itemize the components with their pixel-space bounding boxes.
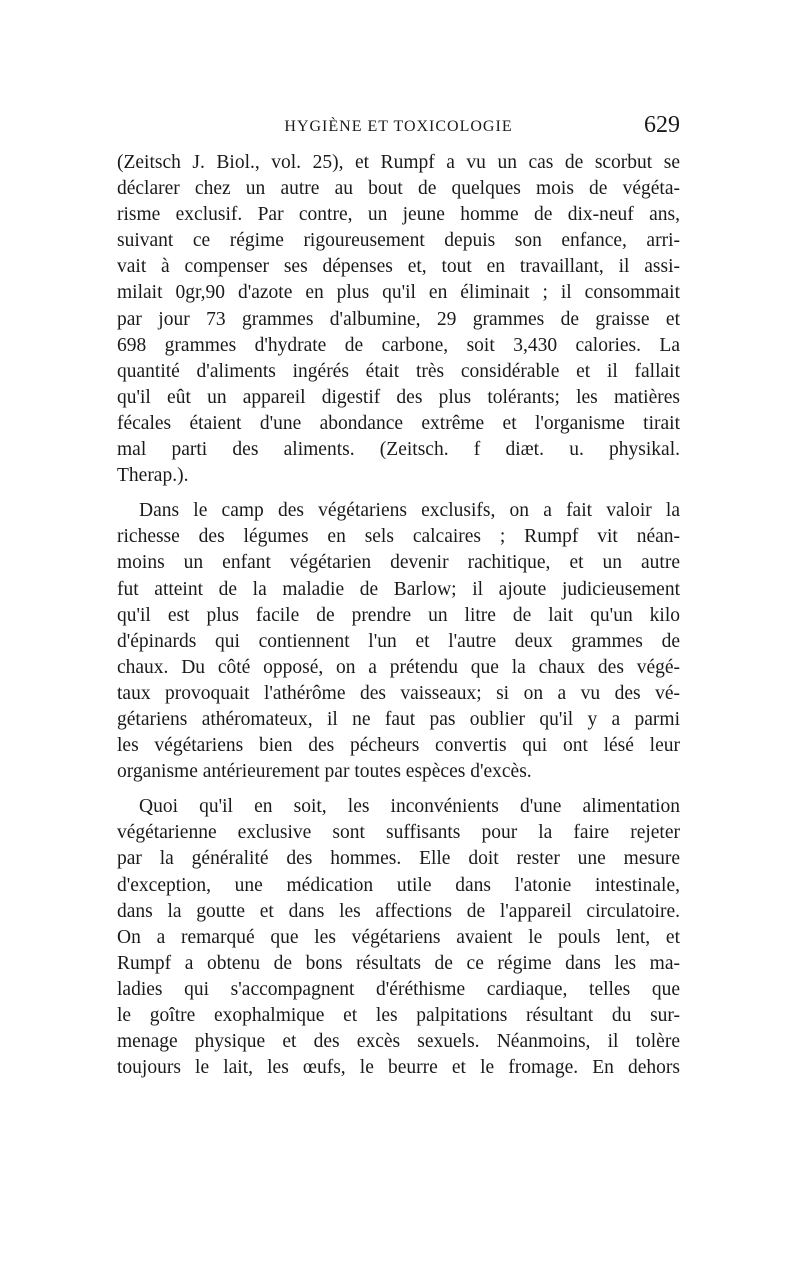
text-line: d'épinards qui contiennent l'un et l'autre deux grammes de: [117, 630, 680, 652]
text-line: Therap.).: [117, 465, 189, 487]
text-line: (Zeitsch J. Biol., vol. 25), et Rumpf a vu un cas de scorbut se: [117, 152, 680, 173]
text-line: menage physique et des excès sexuels. Néanmoins, il tolère: [117, 1031, 680, 1053]
page-header: [117, 112, 680, 148]
text-line: moins un enfant végétarien devenir rachitique, et un autre: [117, 552, 680, 574]
text-line: organisme antérieurement par toutes espèces d'excès.: [117, 761, 532, 783]
text-line: d'exception, une médication utile dans l'atonie intestinale,: [117, 874, 680, 896]
text-line: risme exclusif. Par contre, un jeune homme de dix-neuf ans,: [117, 204, 680, 226]
text-line: richesse des légumes en sels calcaires ; Rumpf vit néan-: [117, 526, 680, 548]
paragraph-1: [117, 150, 680, 489]
text-line: quantité d'aliments ingérés était très considérable et il fallait: [117, 360, 680, 382]
paragraph-2: [117, 498, 680, 785]
text-line: qu'il est plus facile de prendre un litre de lait qu'un kilo: [117, 604, 680, 626]
text-line: par jour 73 grammes d'albumine, 29 grammes de graisse et: [117, 308, 680, 330]
text-line: milait 0gr,90 d'azote en plus qu'il en éliminait ; il consommait: [117, 282, 680, 304]
text-line: végétarienne exclusive sont suffisants pour la faire rejeter: [117, 822, 680, 844]
text-line: toujours le lait, les œufs, le beurre et le fromage. En dehors: [117, 1057, 680, 1079]
text-line: fut atteint de la maladie de Barlow; il ajoute judicieusement: [117, 578, 680, 600]
text-line: déclarer chez un autre au bout de quelques mois de végéta-: [117, 178, 680, 200]
running-title: HYGIÈNE ET TOXICOLOGIE: [284, 118, 513, 135]
text-line: ladies qui s'accompagnent d'éréthisme cardiaque, telles que: [117, 978, 680, 1000]
text-line: suivant ce régime rigoureusement depuis son enfance, arri-: [117, 230, 680, 252]
text-line: 698 grammes d'hydrate de carbone, soit 3,430 calories. La: [117, 334, 680, 356]
text-line: qu'il eût un appareil digestif des plus tolérants; les matières: [117, 386, 680, 408]
text-line: taux provoquait l'athérôme des vaisseaux; si on a vu des vé-: [117, 682, 680, 704]
text-line: par la généralité des hommes. Elle doit rester une mesure: [117, 848, 680, 870]
text-line: dans la goutte et dans les affections de l'appareil circulatoire.: [117, 900, 680, 922]
text-line: On a remarqué que les végétariens avaient le pouls lent, et: [117, 926, 680, 948]
text-line: le goître exophalmique et les palpitations résultant du sur-: [117, 1005, 680, 1026]
body-text: [117, 150, 680, 1081]
paragraph-3: [117, 794, 680, 1081]
text-line: vait à compenser ses dépenses et, tout en travaillant, il assi-: [117, 256, 680, 278]
text-line: les végétariens bien des pécheurs convertis qui ont lésé leur: [117, 735, 680, 757]
text-line: fécales étaient d'une abondance extrême et l'organisme tirait: [117, 412, 680, 434]
text-line: Rumpf a obtenu de bons résultats de ce régime dans les ma-: [117, 952, 680, 974]
text-line: mal parti des aliments. (Zeitsch. f diæt. u. physikal.: [117, 439, 680, 461]
page-number: 629: [644, 112, 680, 138]
text-line: gétariens athéromateux, il ne faut pas oublier qu'il y a parmi: [117, 708, 680, 730]
text-line: chaux. Du côté opposé, on a prétendu que la chaux des végé-: [117, 656, 680, 678]
text-line: Quoi qu'il en soit, les inconvénients d'une alimentation: [139, 796, 680, 818]
text-line: Dans le camp des végétariens exclusifs, on a fait valoir la: [139, 500, 680, 522]
